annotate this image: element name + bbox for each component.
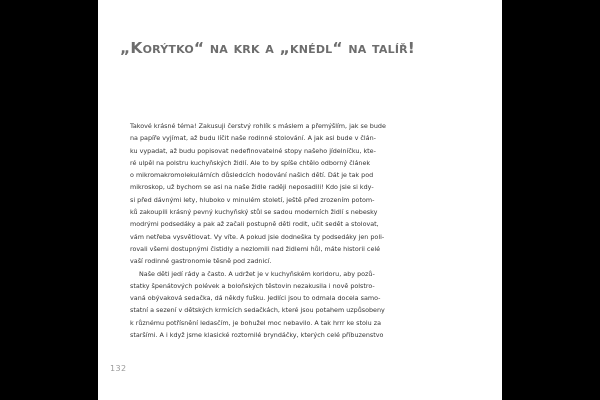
book-page xyxy=(98,0,502,400)
page-number: 132 xyxy=(110,364,127,373)
text-line: na papíře vyjímat, až budu líčit naše rodinné stolování. A jak asi bude v člán- xyxy=(130,134,376,143)
text-line: mikroskop, už bychom se asi na naše židle raději neposadili! Kdo jsie si kdy- xyxy=(130,183,374,192)
body-text xyxy=(130,120,476,341)
text-line: statky špenátových polévek a boloňských těstovin nezakusila i nově polstro- xyxy=(130,281,375,290)
text-line: vám netřeba vysvětlovat. Vy víte. A pokud jsie dodneška ty podsedáky jen poli- xyxy=(130,232,385,241)
text-line: ků zakoupili krásný pevný kuchyňský stůl se sadou moderních židlí s nebesky xyxy=(130,208,378,217)
text-line: vaší rodinné gastronomie těsně pod zadnicí. xyxy=(130,257,272,266)
text-line: ré ulpěl na polstru kuchyňských židlí. Ale to by spíše chtělo odborný článek xyxy=(130,158,371,167)
text-line: vaná obývaková sedačka, dá někdy fušku. Jedlíci jsou to odmala docela samo- xyxy=(130,294,381,303)
text-line: ku vypadat, až budu popisovat nedefinovatelné stopy našeho jídelníčku, kte- xyxy=(130,146,376,155)
text-line: Takové krásné téma! Zakusuji čerstvý rohlík s máslem a přemýšlím, jak se bude xyxy=(130,122,386,130)
chapter-title: „Korýtko“ na krk a „knédl“ na talíř! xyxy=(120,39,416,57)
text-line: o mikromakromolekulárních důsledcích hodování našich dětí. Dát je tak pod xyxy=(130,171,374,180)
text-line: si před dávnými lety, hluboko v minulém století, ještě před zrozením potom- xyxy=(130,195,375,204)
text-line: statní a sezení v dětských krmících sedačkách, které jsou potahem uzpůsobeny xyxy=(130,306,385,315)
text-line: rovali všemi dostupnými čistidly a nezlomili nad židlemi hůl, máte historii celé xyxy=(130,244,381,253)
text-line: modrými podsedáky a pak až začali postupně děti rodit, učit sedět a stolovat, xyxy=(130,220,379,229)
text-line: Naše děti jedí rády a často. A udržet je v kuchyňském koridoru, aby pozů- xyxy=(139,269,375,278)
text-line: k různému potřísnění ledasčím, je bohužel moc nebavilo. A tak hrrr ke stolu za xyxy=(130,318,382,327)
text-line: staršími. A i když jsme klasické roztomilé bryndáčky, kterých celé příbuzenstvo xyxy=(130,331,384,340)
paragraph-2 xyxy=(130,268,476,342)
paragraph-1 xyxy=(130,120,476,268)
